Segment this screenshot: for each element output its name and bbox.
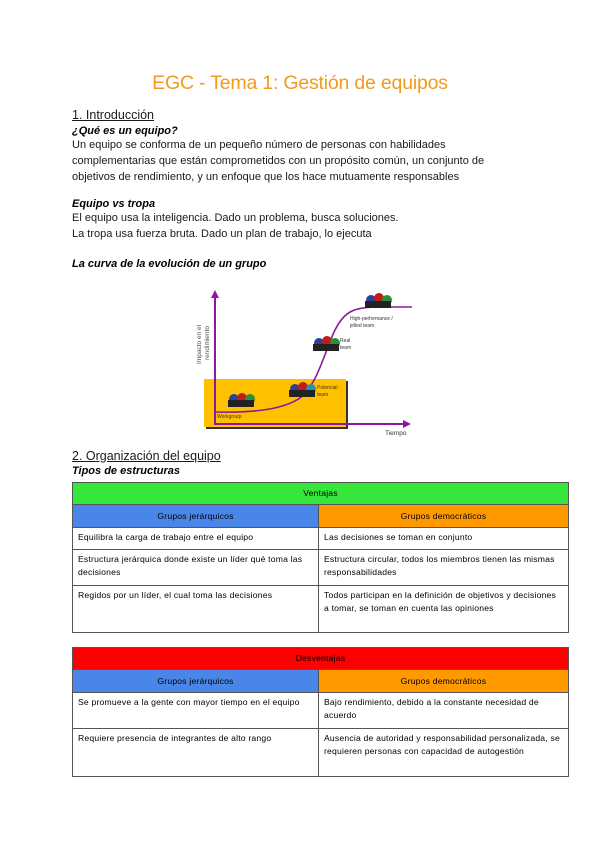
subheading-tipos-estructuras: Tipos de estructuras xyxy=(72,465,180,477)
stage-label-real-line1: Real xyxy=(340,338,351,344)
table-cell: Ausencia de autoridad y responsabilidad personalizada, se requieren personas con capacidad de autogestión xyxy=(319,729,569,777)
column-header-democratic: Grupos democráticos xyxy=(319,505,569,528)
vs-paragraph xyxy=(72,210,512,242)
group-evolution-figure xyxy=(190,280,420,440)
subheading-que-es-equipo: ¿Qué es un equipo? xyxy=(72,125,178,137)
definition-line: Un equipo se conforma de un pequeño número de personas con habilidades xyxy=(72,139,446,151)
table-row xyxy=(73,586,569,633)
section-heading-introduccion: 1. Introducción xyxy=(72,108,154,122)
x-axis-label: Tiempo xyxy=(385,430,407,437)
disadvantages-table xyxy=(72,647,569,777)
table-cell: Se promueve a la gente con mayor tiempo en el equipo xyxy=(73,693,319,729)
table-cell: Requiere presencia de integrantes de alto rango xyxy=(73,729,319,777)
advantages-table xyxy=(72,482,569,633)
subheading-curva-evolucion: La curva de la evolución de un grupo xyxy=(72,258,267,270)
advantages-band: Ventajas xyxy=(73,483,569,505)
stage-label-real-line2: team xyxy=(340,345,352,351)
table-cell: Equilibra la carga de trabajo entre el equipo xyxy=(73,528,319,550)
y-axis-label-line1: Impacto en el xyxy=(196,324,203,364)
section-heading-organizacion: 2. Organización del equipo xyxy=(72,449,221,463)
column-header-democratic: Grupos democráticos xyxy=(319,670,569,693)
table-row xyxy=(73,729,569,777)
people-icon-workgroup xyxy=(228,393,255,407)
document-title: EGC - Tema 1: Gestión de equipos xyxy=(152,72,448,94)
vs-line: La tropa usa fuerza bruta. Dado un plan de trabajo, lo ejecuta xyxy=(72,228,372,240)
stage-label-workgroup: Workgroup xyxy=(217,414,242,420)
y-axis-label-line2: rendimiento xyxy=(204,326,211,360)
table-cell: Las decisiones se toman en conjunto xyxy=(319,528,569,550)
column-header-hierarchical: Grupos jerárquicos xyxy=(73,670,319,693)
table-row xyxy=(73,550,569,586)
definition-line: objetivos de rendimiento, y un enfoque que los hace mutuamente responsables xyxy=(72,171,460,183)
disadvantages-band: Desventajas xyxy=(73,648,569,670)
table-cell: Estructura jerárquica donde existe un líder qué toma las decisiones xyxy=(73,550,319,586)
people-icon-high-performance xyxy=(365,293,392,308)
table-row xyxy=(73,528,569,550)
column-header-hierarchical: Grupos jerárquicos xyxy=(73,505,319,528)
stage-label-high-line1: High-performance / xyxy=(350,316,393,322)
subheading-equipo-vs-tropa: Equipo vs tropa xyxy=(72,198,156,210)
table-cell: Todos participan en la definición de objetivos y decisiones a tomar, se toman en cuenta las opiniones xyxy=(319,586,569,633)
people-icon-real-team xyxy=(313,336,340,351)
table-cell: Regidos por un líder, el cual toma las decisiones xyxy=(73,586,319,633)
definition-line: complementarias que están comprometidos con un propósito común, un conjunto de xyxy=(72,155,485,167)
table-cell: Bajo rendimiento, debido a la constante necesidad de acuerdo xyxy=(319,693,569,729)
stage-label-potential-line2: team xyxy=(317,392,329,398)
table-row xyxy=(73,693,569,729)
stage-label-potential-line1: Potencial xyxy=(317,385,338,391)
stage-label-high-line2: jelled team xyxy=(350,323,375,329)
definition-paragraph xyxy=(72,137,512,185)
vs-line: El equipo usa la inteligencia. Dado un problema, busca soluciones. xyxy=(72,212,399,224)
table-cell: Estructura circular, todos los miembros tienen las mismas responsabilidades xyxy=(319,550,569,586)
